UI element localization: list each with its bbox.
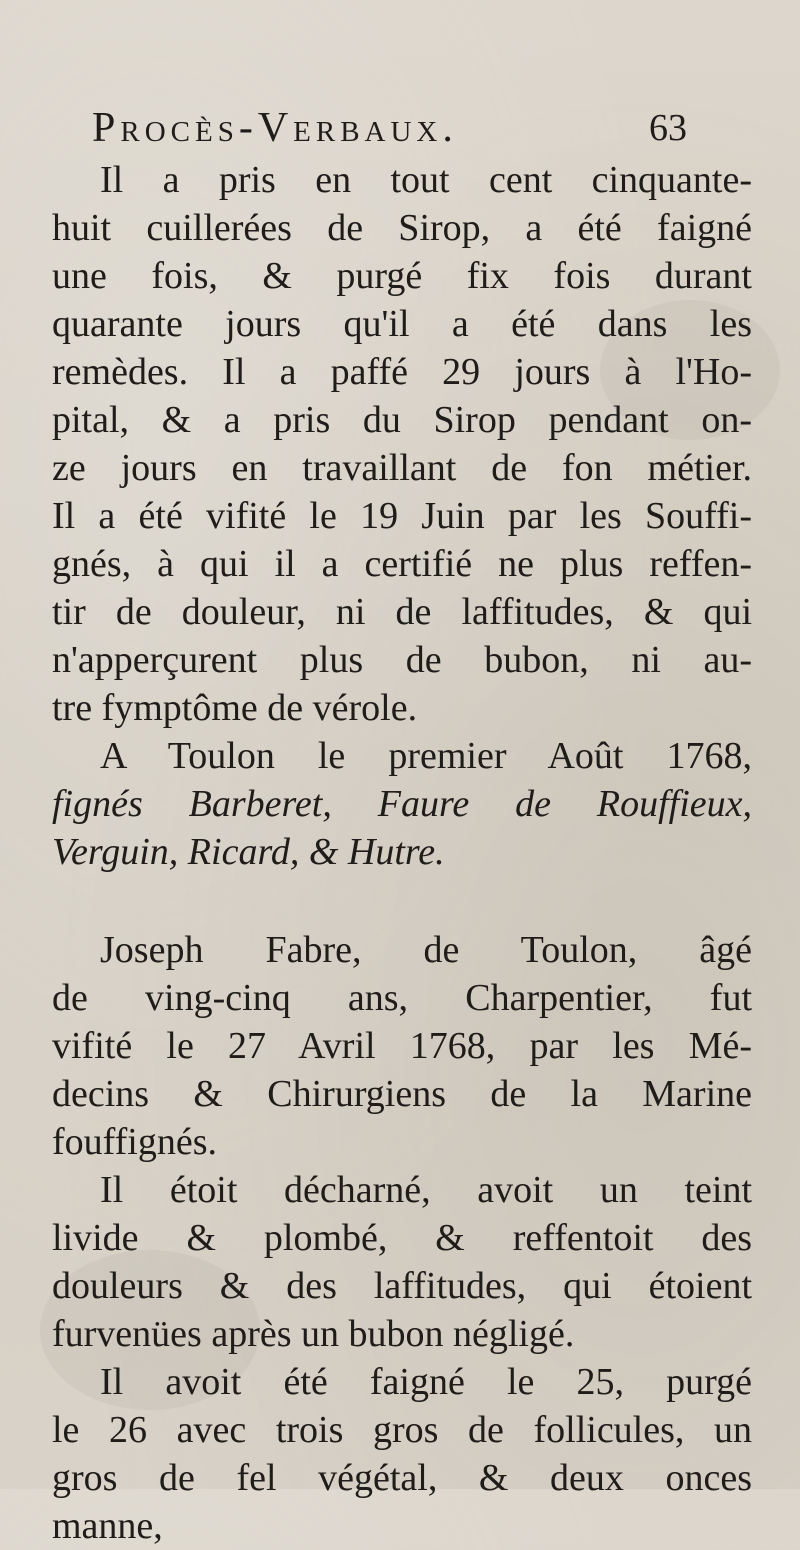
text-line: quarante jours qu'il a été dans les	[52, 303, 752, 345]
text-line: livide & plombé, & reffentoit des	[52, 1217, 752, 1259]
text-line: vifité le 27 Avril 1768, par les Mé-	[52, 1025, 752, 1067]
text-line: decins & Chirurgiens de la Marine	[52, 1073, 752, 1115]
signature-line: A Toulon le premier Août 1768,	[100, 735, 752, 777]
text-line: n'apperçurent plus de bubon, ni au-	[52, 639, 752, 681]
signature-line: Verguin, Ricard, & Hutre.	[52, 831, 445, 873]
section-gap	[52, 876, 752, 926]
text-line: Il étoit décharné, avoit un teint	[100, 1169, 752, 1211]
text-line: tir de douleur, ni de laffitudes, & qui	[52, 591, 752, 633]
text-line: manne,	[52, 1505, 163, 1547]
running-head	[92, 98, 742, 158]
running-head-title: Procès-Verbaux.	[92, 105, 458, 151]
text-line: ze jours en travaillant de fon métier.	[52, 447, 752, 489]
text-line: furvenües après un bubon négligé.	[52, 1313, 575, 1355]
text-line: Il a été vifité le 19 Juin par les Souffi-	[52, 495, 752, 537]
text-line: le 26 avec trois gros de follicules, un	[52, 1409, 752, 1451]
text-line: tre fymptôme de vérole.	[52, 687, 418, 729]
text-line: huit cuillerées de Sirop, a été faigné	[52, 207, 752, 249]
text-line: une fois, & purgé fix fois durant	[52, 255, 752, 297]
text-line: remèdes. Il a paffé 29 jours à l'Ho-	[52, 351, 752, 393]
text-line: douleurs & des laffitudes, qui étoient	[52, 1265, 752, 1307]
text-line: Joseph Fabre, de Toulon, âgé	[100, 929, 752, 971]
text-line: Il a pris en tout cent cinquante-	[100, 159, 752, 201]
text-line: Il avoit été faigné le 25, purgé	[100, 1361, 752, 1403]
text-line: gnés, à qui il a certifié ne plus reffen-	[52, 543, 752, 585]
page-number: 63	[649, 107, 687, 149]
body-text	[52, 156, 752, 1550]
signature-line: fignés Barberet, Faure de Rouffieux,	[52, 783, 752, 825]
text-line: fouffignés.	[52, 1121, 217, 1163]
text-line: pital, & a pris du Sirop pendant on-	[52, 399, 752, 441]
text-line: gros de fel végétal, & deux onces	[52, 1457, 752, 1499]
text-line: de ving-cinq ans, Charpentier, fut	[52, 977, 752, 1019]
